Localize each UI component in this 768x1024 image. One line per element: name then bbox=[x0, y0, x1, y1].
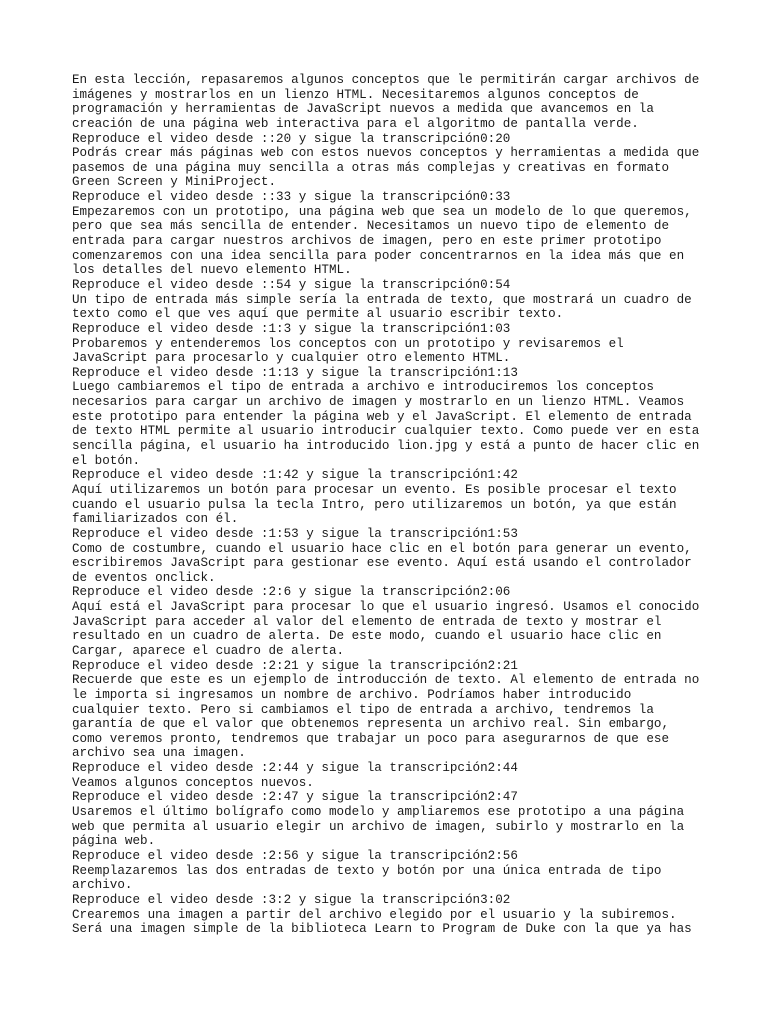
transcript-text-line: imágenes y mostrarlos en un lienzo HTML. Necesitaremos algunos conceptos de bbox=[72, 87, 639, 102]
transcript-text-line: pasemos de una página muy sencilla a otras más complejas y creativas en formato bbox=[72, 160, 670, 175]
transcript-text-line: familiarizados con él. bbox=[72, 512, 239, 527]
transcript-text-line: En esta lección, repasaremos algunos conceptos que le permitirán cargar archivos de bbox=[72, 73, 700, 87]
transcript-text-line: Probaremos y entenderemos los conceptos con un prototipo y revisaremos el bbox=[72, 336, 624, 351]
transcript-text-line: programación y herramientas de JavaScript nuevos a medida que avancemos en la bbox=[72, 102, 654, 117]
transcript-text-line: Podrás crear más páginas web con estos nuevos conceptos y herramientas a medida que bbox=[72, 146, 700, 161]
transcript-text-line: resultado en un cuadro de alerta. De este modo, cuando el usuario hace clic en bbox=[72, 629, 662, 644]
transcript-text-line: Aquí utilizaremos un botón para procesar un evento. Es posible procesar el texto bbox=[72, 482, 677, 497]
transcript-text-line: el botón. bbox=[72, 453, 141, 468]
transcript-timestamp-line[interactable]: Reproduce el video desde :3:2 y sigue la transcripción3:02 bbox=[72, 892, 511, 907]
transcript-timestamp-line[interactable]: Reproduce el video desde ::54 y sigue la transcripción0:54 bbox=[72, 277, 511, 292]
transcript-text-line: pero que sea más sencilla de entender. Necesitamos un nuevo tipo de elemento de bbox=[72, 219, 670, 234]
transcript-text-line: Será una imagen simple de la biblioteca Learn to Program de Duke con la que ya has bbox=[72, 922, 692, 937]
transcript-text-line: texto como el que ves aquí que permite al usuario escribir texto. bbox=[72, 307, 564, 322]
transcript-text-line: Recuerde que este es un ejemplo de introducción de texto. Al elemento de entrada no bbox=[72, 673, 700, 688]
transcript-text-line: Empezaremos con un prototipo, una página web que sea un modelo de lo que queremos, bbox=[72, 204, 692, 219]
transcript-timestamp-line[interactable]: Reproduce el video desde :2:21 y sigue la transcripción2:21 bbox=[72, 658, 518, 673]
transcript-timestamp-line[interactable]: Reproduce el video desde :2:47 y sigue la transcripción2:47 bbox=[72, 790, 518, 805]
transcript-text-line: JavaScript para procesarlo y cualquier otro elemento HTML. bbox=[72, 351, 511, 366]
transcript-text-line: entrada para cargar nuestros archivos de imagen, pero en este primer prototipo bbox=[72, 234, 662, 249]
transcript-text-line: JavaScript para acceder al valor del elemento de entrada de texto y mostrar el bbox=[72, 614, 662, 629]
transcript-text-line: web que permita al usuario elegir un archivo de imagen, subirlo y mostrarlo en la bbox=[72, 819, 685, 834]
transcript-timestamp-line[interactable]: Reproduce el video desde ::20 y sigue la transcripción0:20 bbox=[72, 131, 511, 146]
transcript-text-line: archivo. bbox=[72, 878, 133, 893]
transcript-page bbox=[72, 73, 712, 937]
transcript-timestamp-line[interactable]: Reproduce el video desde :1:13 y sigue la transcripción1:13 bbox=[72, 365, 518, 380]
transcript-text-line: Crearemos una imagen a partir del archivo elegido por el usuario y la subiremos. bbox=[72, 907, 677, 922]
transcript-text-line: Veamos algunos conceptos nuevos. bbox=[72, 775, 314, 790]
transcript-timestamp-line[interactable]: Reproduce el video desde :2:56 y sigue la transcripción2:56 bbox=[72, 848, 518, 863]
transcript-text-line: cuando el usuario pulsa la tecla Intro, pero utilizaremos un botón, ya que están bbox=[72, 497, 677, 512]
transcript-text-line: Como de costumbre, cuando el usuario hace clic en el botón para generar un evento, bbox=[72, 541, 692, 556]
transcript-timestamp-line[interactable]: Reproduce el video desde :2:6 y sigue la transcripción2:06 bbox=[72, 585, 511, 600]
transcript-text-line: le importa si ingresamos un nombre de archivo. Podríamos haber introducido bbox=[72, 687, 632, 702]
transcript-text-line: comenzaremos con una idea sencilla para poder concentrarnos en la idea más que en bbox=[72, 248, 685, 263]
transcript-text-line: creación de una página web interactiva para el algoritmo de pantalla verde. bbox=[72, 116, 639, 131]
transcript-text-line: necesarios para cargar un archivo de imagen y mostrarlo en un lienzo HTML. Veamos bbox=[72, 395, 685, 410]
transcript-text-line: Green Screen y MiniProject. bbox=[72, 175, 277, 190]
transcript-text-line: archivo sea una imagen. bbox=[72, 746, 246, 761]
transcript-text-line: cualquier texto. Pero si cambiamos el tipo de entrada a archivo, tendremos la bbox=[72, 702, 654, 717]
transcript-text-line: de texto HTML permite al usuario introducir cualquier texto. Como puede ver en esta bbox=[72, 424, 700, 439]
transcript-text-line: este prototipo para entender la página web y el JavaScript. El elemento de entrada bbox=[72, 409, 692, 424]
transcript-text-line: página web. bbox=[72, 834, 156, 849]
transcript-text-line: Luego cambiaremos el tipo de entrada a archivo e introduciremos los conceptos bbox=[72, 380, 654, 395]
transcript-text-line: Reemplazaremos las dos entradas de texto y botón por una única entrada de tipo bbox=[72, 863, 662, 878]
transcript-timestamp-line[interactable]: Reproduce el video desde :1:3 y sigue la transcripción1:03 bbox=[72, 321, 511, 336]
transcript-text-line: Usaremos el último bolígrafo como modelo y ampliaremos ese prototipo a una página bbox=[72, 805, 685, 820]
transcript-text-line: Un tipo de entrada más simple sería la entrada de texto, que mostrará un cuadro de bbox=[72, 292, 692, 307]
transcript-text-line: sencilla página, el usuario ha introducido lion.jpg y está a punto de hacer clic en bbox=[72, 439, 700, 454]
transcript-text-line: los detalles del nuevo elemento HTML. bbox=[72, 263, 352, 278]
transcript-timestamp-line[interactable]: Reproduce el video desde :1:53 y sigue la transcripción1:53 bbox=[72, 526, 518, 541]
transcript-text-line: garantía de que el valor que obtenemos representa un archivo real. Sin embargo, bbox=[72, 717, 670, 732]
transcript-timestamp-line[interactable]: Reproduce el video desde ::33 y sigue la transcripción0:33 bbox=[72, 190, 511, 205]
transcript-text-line: como veremos pronto, tendremos que trabajar un poco para asegurarnos de que ese bbox=[72, 731, 670, 746]
transcript-timestamp-line[interactable]: Reproduce el video desde :1:42 y sigue la transcripción1:42 bbox=[72, 468, 518, 483]
transcript-text-line: escribiremos JavaScript para gestionar ese evento. Aquí está usando el controlador bbox=[72, 556, 692, 571]
transcript-text-line: Aquí está el JavaScript para procesar lo que el usuario ingresó. Usamos el conocido bbox=[72, 600, 700, 615]
transcript-text-line: Cargar, aparece el cuadro de alerta. bbox=[72, 643, 345, 658]
transcript-text-line: de eventos onclick. bbox=[72, 570, 216, 585]
transcript-timestamp-line[interactable]: Reproduce el video desde :2:44 y sigue la transcripción2:44 bbox=[72, 761, 518, 776]
